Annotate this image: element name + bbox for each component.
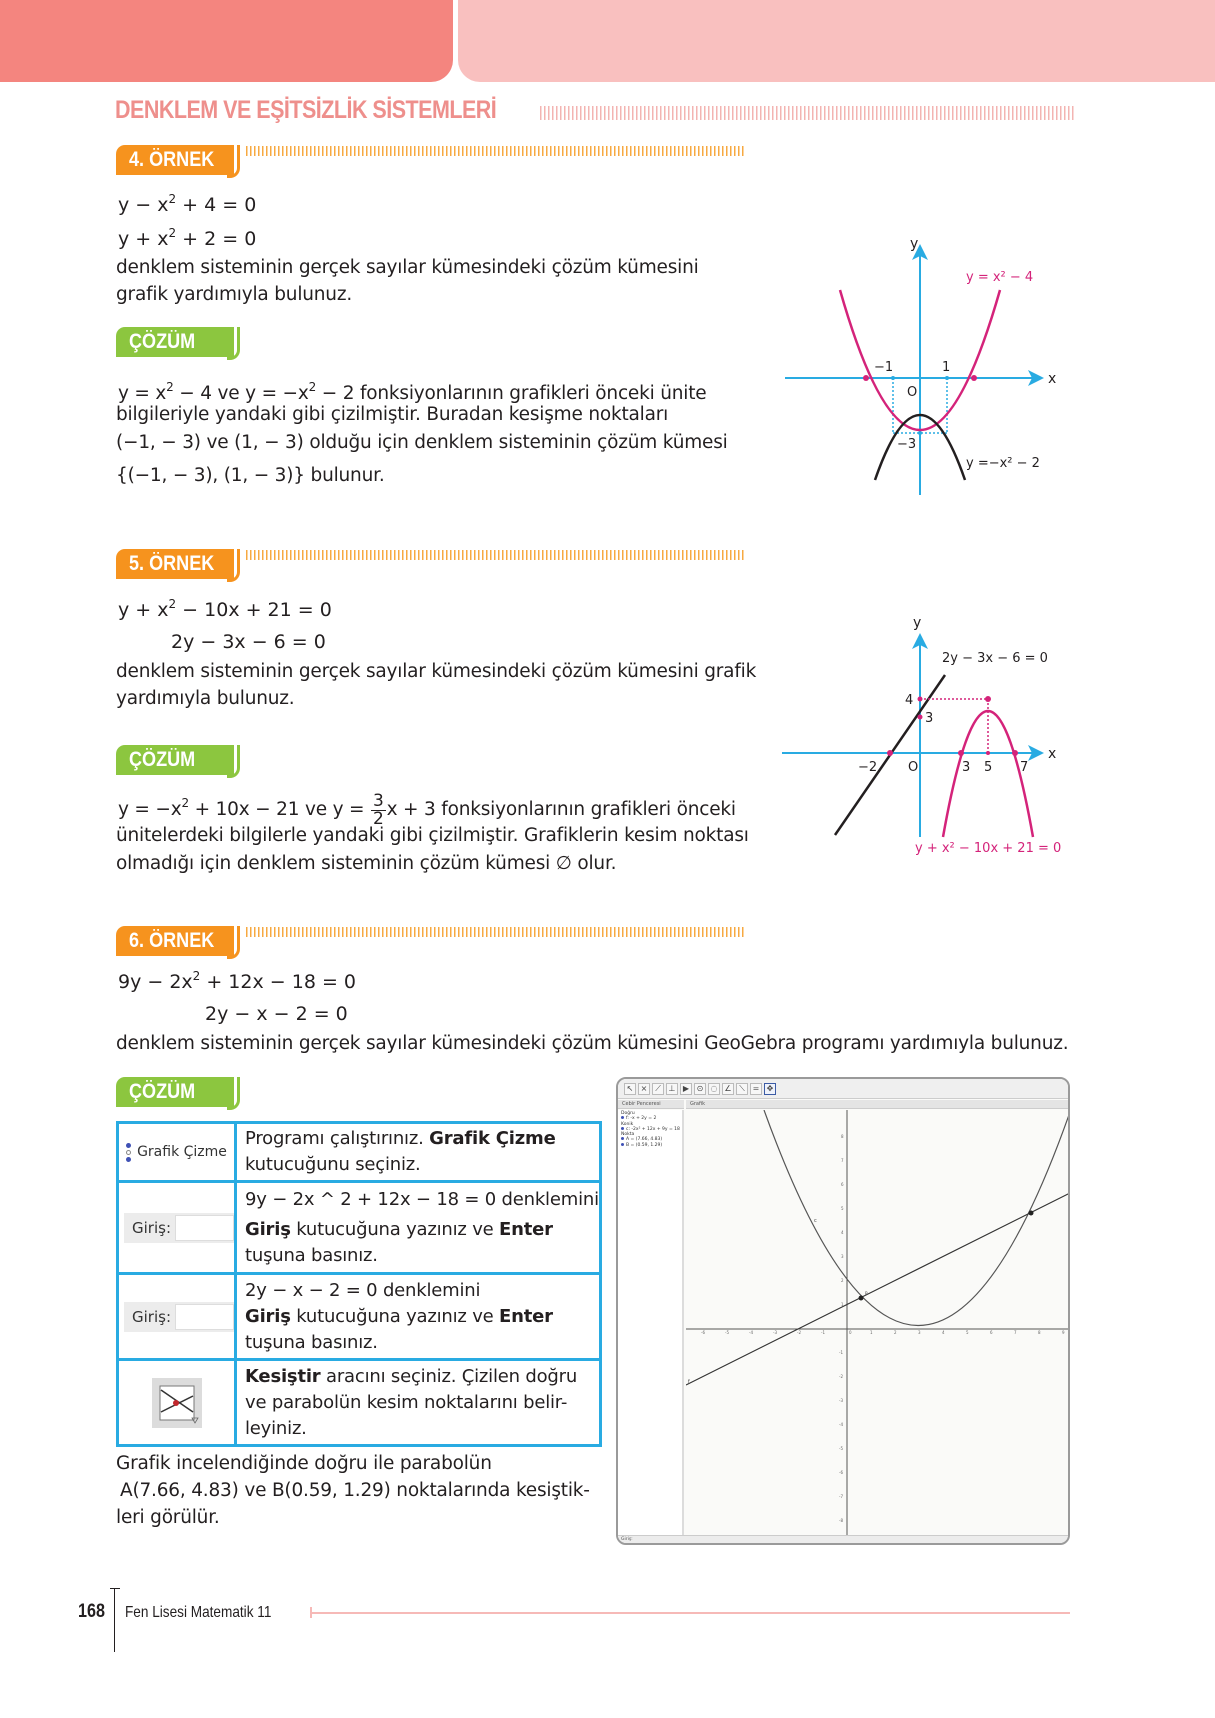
grafik-cizme-checkbox: Grafik Çizme [119, 1127, 234, 1177]
svg-text:7: 7 [1014, 1330, 1017, 1335]
step-4-text: Kesiştir aracını seçiniz. Çizilen doğru ve parabolün kesim noktalarını belir- leyiniz. [236, 1360, 601, 1446]
svg-text:B: B [865, 1291, 868, 1296]
book-title: Fen Lisesi Matematik 11 [125, 1604, 272, 1621]
gg-parabola [764, 1110, 1070, 1326]
svg-text:y + x² − 10x + 21 = 0: y + x² − 10x + 21 = 0 [915, 841, 1062, 856]
example-5-graph [770, 605, 1090, 865]
example-4-graph [770, 230, 1080, 500]
example-6-solution-tag: ÇÖZÜM [116, 1077, 234, 1107]
move-graphics-view-icon[interactable]: ✥ [764, 1083, 776, 1095]
svg-text:8: 8 [1038, 1330, 1041, 1335]
svg-text:-4: -4 [839, 1422, 843, 1427]
example-6-conclusion-line-3: leri görülür. [116, 1507, 220, 1528]
svg-text:2y − 3x − 6 = 0: 2y − 3x − 6 = 0 [942, 651, 1048, 666]
example-5-equation-2: 2y − 3x − 6 = 0 [171, 631, 326, 653]
svg-text:3: 3 [841, 1254, 844, 1259]
example-4-hatch [246, 146, 746, 156]
example-4-solution-tag: ÇÖZÜM [116, 327, 234, 357]
svg-text:−3: −3 [897, 437, 917, 452]
point-tool-icon[interactable]: × [638, 1083, 650, 1095]
move-tool-icon[interactable]: ↖ [624, 1083, 636, 1095]
svg-text:5: 5 [841, 1206, 844, 1211]
example-6-tag: 6. ÖRNEK [116, 926, 234, 956]
geogebra-toolbar [618, 1079, 1068, 1099]
svg-text:3: 3 [925, 711, 934, 726]
svg-text:6: 6 [841, 1182, 844, 1187]
step-1-icon-cell [118, 1123, 236, 1182]
gg-point-a [1029, 1211, 1034, 1216]
svg-text:f: f [688, 1379, 690, 1385]
svg-text:2: 2 [894, 1330, 897, 1335]
svg-text:-3: -3 [839, 1398, 843, 1403]
svg-text:-8: -8 [839, 1518, 843, 1523]
svg-text:-2: -2 [839, 1374, 843, 1379]
example-4-equation-2: $y + x^2 + 2 = 0$ [118, 226, 257, 250]
graphics-panel-header: Grafik [686, 1100, 1070, 1109]
svg-text:-3: -3 [773, 1330, 777, 1335]
svg-text:−1: −1 [874, 360, 894, 375]
svg-text:6: 6 [990, 1330, 993, 1335]
gg-point-b [859, 1296, 864, 1301]
example-5-tag: 5. ÖRNEK [116, 549, 234, 579]
svg-text:x: x [1048, 371, 1057, 387]
example-6-conclusion-line-1: Grafik incelendiğinde doğru ile parabolün [116, 1453, 492, 1474]
step-row-4 [118, 1360, 601, 1446]
step-1-text: Programı çalıştırınız. Grafik Çizme kutucuğunu seçiniz. [236, 1123, 601, 1182]
svg-text:-1: -1 [839, 1350, 843, 1355]
svg-text:−2: −2 [858, 760, 878, 775]
svg-text:-1: -1 [821, 1330, 825, 1335]
svg-text:-7: -7 [839, 1494, 843, 1499]
example-5-solution-line-3: olmadığı için denklem sisteminin çözüm kümesi ∅ olur. [116, 853, 617, 874]
example-6-conclusion-line-2: A(7.66, 4.83) ve B(0.59, 1.29) noktalarında kesiştik- [120, 1480, 590, 1501]
svg-text:1: 1 [841, 1302, 844, 1307]
geogebra-window [616, 1077, 1070, 1545]
geogebra-steps-table [116, 1121, 602, 1447]
svg-text:y = x² − 4: y = x² − 4 [966, 270, 1034, 285]
step-row-1 [118, 1123, 601, 1182]
svg-text:x: x [1048, 746, 1057, 762]
slider-tool-icon[interactable]: = [750, 1083, 762, 1095]
chapter-title-hatch [540, 106, 1075, 120]
example-6-equation-2: 2y − x − 2 = 0 [205, 1003, 348, 1025]
example-4-equation-1: $y - x^2 + 4 = 0$ [118, 192, 257, 216]
svg-text:c: c [814, 1218, 817, 1224]
example-4-solution-line-2: bilgileriyle yandaki gibi çizilmiştir. Buradan kesişme noktaları [116, 404, 669, 425]
example-5-hatch [246, 550, 746, 560]
svg-text:2: 2 [841, 1278, 844, 1283]
example-4-tag: 4. ÖRNEK [116, 145, 234, 175]
svg-text:y: y [913, 615, 922, 631]
angle-tool-icon[interactable]: ∠ [722, 1083, 734, 1095]
svg-text:0: 0 [849, 1330, 852, 1335]
example-4-question-line-2: grafik yardımıyla bulunuz. [116, 284, 353, 305]
example-6-hatch [246, 927, 746, 937]
example-4-solution-line-3: (−1, − 3) ve (1, − 3) olduğu için denklem sisteminin çözüm kümesi [116, 432, 728, 453]
svg-text:-6: -6 [839, 1470, 843, 1475]
svg-text:y: y [910, 236, 919, 252]
circle-tool-icon[interactable]: ⊙ [694, 1083, 706, 1095]
step-3-icon-cell [118, 1274, 236, 1360]
example-4-question-line-1: denklem sisteminin gerçek sayılar kümesindeki çözüm kümesini [116, 257, 699, 278]
intersect-tool-icon [152, 1378, 202, 1428]
reflect-tool-icon[interactable]: ⟍ [736, 1083, 748, 1095]
svg-text:3: 3 [918, 1330, 921, 1335]
step-3-text: 2y − x − 2 = 0 denklemini Giriş kutucuğuna yazınız ve Enter tuşuna basınız. [236, 1274, 601, 1360]
svg-text:-6: -6 [701, 1330, 705, 1335]
svg-text:8: 8 [841, 1134, 844, 1139]
svg-text:9: 9 [1062, 1330, 1065, 1335]
example-5-equation-1: $y + x^2 - 10x + 21 = 0$ [118, 597, 332, 621]
perpendicular-tool-icon[interactable]: ⊥ [666, 1083, 678, 1095]
header-band-left [0, 0, 453, 82]
example-5-question-line-2: yardımıyla bulunuz. [116, 688, 295, 709]
example-6-equation-1: $9y - 2x^2 + 12x - 18 = 0$ [118, 969, 356, 993]
footer-divider [114, 1588, 115, 1652]
footer-tick [110, 1588, 120, 1589]
step-row-2 [118, 1182, 601, 1274]
giris-input-illustration: Giriş: [124, 1302, 234, 1332]
example-6-question: denklem sisteminin gerçek sayılar kümesindeki çözüm kümesini GeoGebra programı yardımıyla bulunuz. [116, 1033, 1069, 1054]
svg-text:5: 5 [966, 1330, 969, 1335]
svg-text:-4: -4 [749, 1330, 753, 1335]
algebra-panel-header: Cebir Penceresi [618, 1100, 684, 1109]
example-5-solution-tag: ÇÖZÜM [116, 745, 234, 775]
example-5-question-line-1: denklem sisteminin gerçek sayılar kümesindeki çözüm kümesini grafik [116, 661, 757, 682]
line-tool-icon[interactable]: ⟋ [652, 1083, 664, 1095]
example-5-solution-line-1: $y = -x^2 + 10x - 21$ ve y = $\frac{3}{2}$ x + 3 fonksiyonlarının grafikleri önceki [118, 790, 736, 829]
grafik-cizme-icon [126, 1143, 131, 1162]
step-2-icon-cell [118, 1182, 236, 1274]
svg-text:-5: -5 [839, 1446, 843, 1451]
svg-text:7: 7 [1020, 760, 1029, 775]
svg-text:1: 1 [870, 1330, 873, 1335]
chapter-title: DENKLEM VE EŞİTSİZLİK SİSTEMLERİ [115, 96, 497, 124]
example-5-solution-line-2: ünitelerdeki bilgilerle yandaki gibi çizilmiştir. Grafiklerin kesim noktası [116, 825, 749, 846]
svg-text:5: 5 [984, 760, 993, 775]
graphics-view [686, 1110, 1070, 1538]
svg-text:O: O [907, 385, 918, 400]
svg-text:1: 1 [942, 360, 951, 375]
step-2-text: 9y − 2x ^ 2 + 12x − 18 = 0 denklemini Giriş kutucuğuna yazınız ve Enter tuşuna basınız. [236, 1182, 601, 1274]
page-number: 168 [78, 1601, 105, 1622]
header-band-right [458, 0, 1215, 82]
example-4-solution-line-4: {(−1, − 3), (1, − 3)} bulunur. [116, 465, 385, 486]
svg-text:-2: -2 [797, 1330, 801, 1335]
empty-set-symbol: ∅ [555, 853, 572, 874]
gg-line [686, 1193, 1070, 1385]
fraction-3-over-2: $\frac{3}{2}$ [372, 790, 384, 829]
svg-text:4: 4 [905, 693, 914, 708]
svg-text:4: 4 [942, 1330, 945, 1335]
svg-text:7: 7 [841, 1158, 844, 1163]
geogebra-input-bar[interactable]: Giriş: [618, 1535, 1068, 1543]
giris-input-illustration: Giriş: [124, 1213, 234, 1243]
polygon-tool-icon[interactable]: ▶ [680, 1083, 692, 1095]
circle-three-points-icon[interactable]: ◌ [708, 1083, 720, 1095]
svg-text:y =−x² − 2: y =−x² − 2 [966, 456, 1040, 471]
svg-text:3: 3 [962, 760, 971, 775]
svg-text:-5: -5 [725, 1330, 729, 1335]
step-row-3 [118, 1274, 601, 1360]
algebra-view: Doğru f: -x + 2y = 2 Konik c: -2x² + 12x + 9y = 18 Nokta A = (7.66, 4.83) B = (0.59, 1.29) [618, 1110, 684, 1538]
example-4-solution-line-1: $y = x^2 - 4$ ve $y = -x^2 - 2$ fonksiyonlarının grafikleri önceki ünite [118, 380, 707, 404]
svg-text:4: 4 [841, 1230, 844, 1235]
footer-rule [310, 1612, 1070, 1614]
svg-text:O: O [908, 760, 919, 775]
step-4-icon-cell [118, 1360, 236, 1446]
